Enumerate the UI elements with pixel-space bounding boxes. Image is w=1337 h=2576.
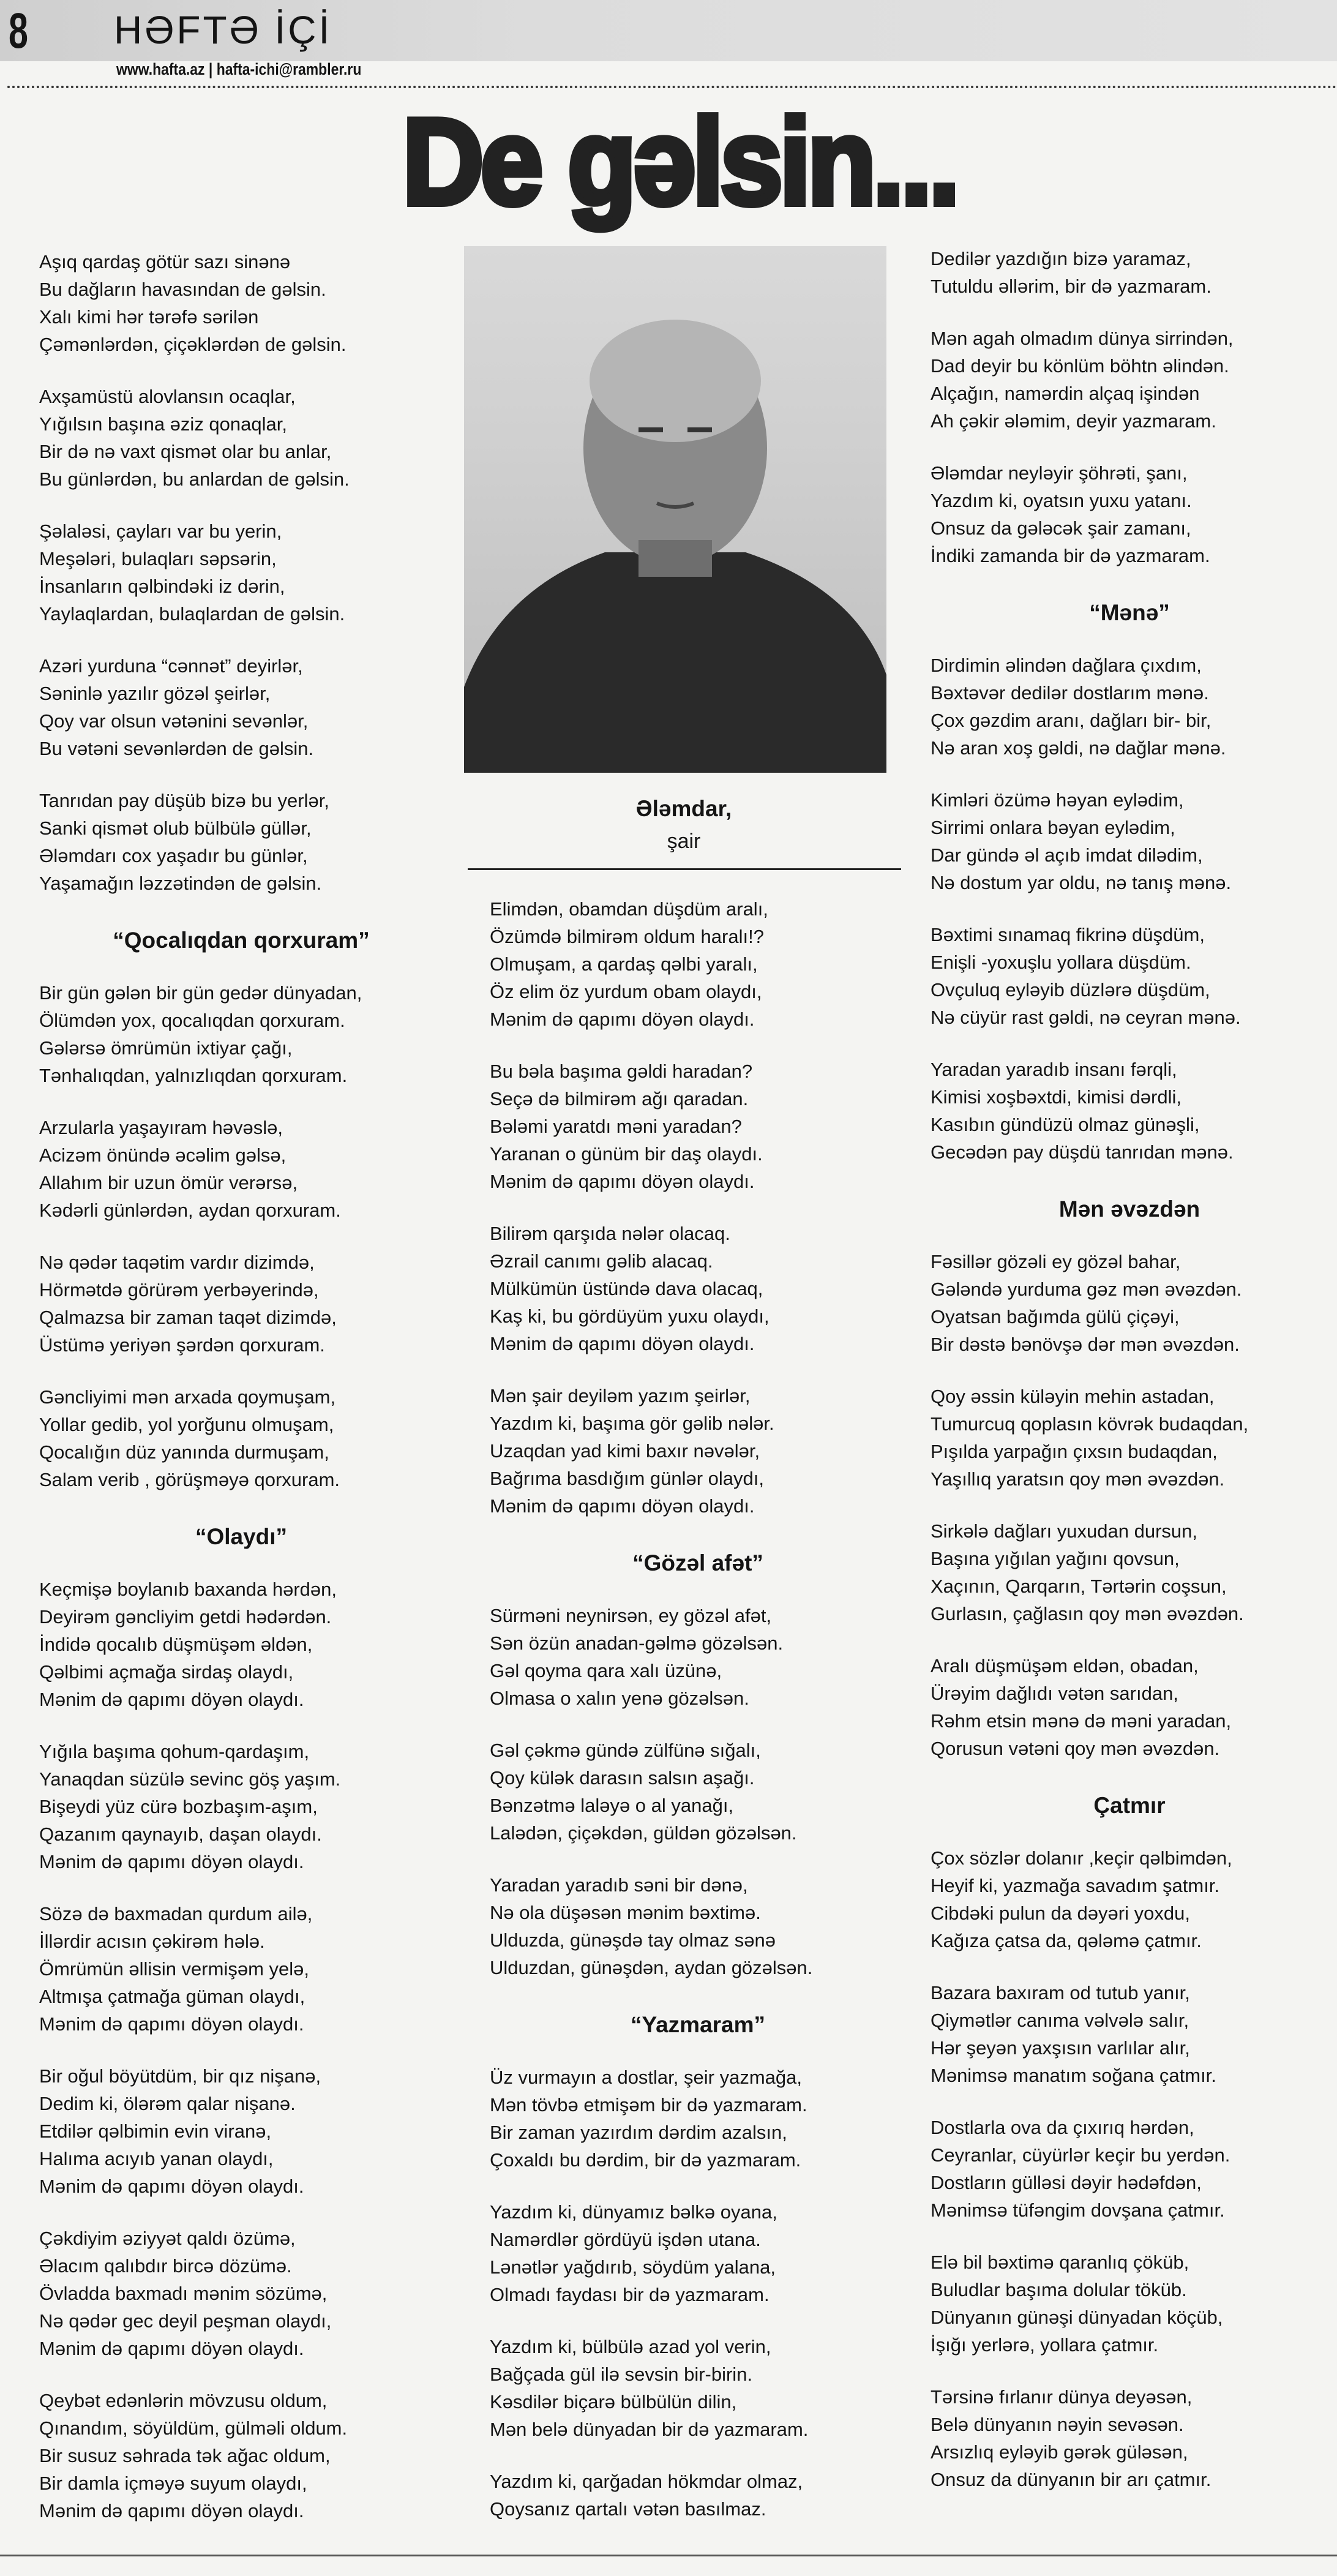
page-title: De gəlsin...: [402, 94, 957, 230]
poem-line: Kasıbın gündüzü olmaz günəşli,: [931, 1114, 1200, 1135]
bottom-divider: [0, 2555, 1337, 2556]
poem-line: Mənim də qapımı döyən olaydı.: [39, 1689, 304, 1710]
page-number: 8: [9, 3, 28, 59]
poem-stanza: [39, 979, 443, 1089]
poem-heading: Mən əvəzdən: [1058, 1196, 1200, 1222]
poem-line: Sən özün anadan-gəlmə gözəlsən.: [490, 1632, 784, 1654]
poem-line: Gurlasın, çağlasın qoy mən əvəzdən.: [931, 1603, 1244, 1624]
column-left: [39, 248, 443, 2549]
poem-line: Başına yığılan yağını qovsun,: [931, 1548, 1180, 1569]
poem-line: Nə qədər taqətim vardır dizimdə,: [39, 1252, 315, 1273]
poem-line: Aşıq qardaş götür sazı sinənə: [39, 251, 291, 272]
poem-line: Nə qədər gec deyil peşman olaydı,: [39, 2310, 332, 2332]
poem-line: Arzularla yaşayıram həvəslə,: [39, 1117, 283, 1138]
poem-heading: “Qocalıqdan qorxuram”: [113, 928, 370, 953]
poem-line: Qəlbimi açmağa sirdaş olaydı,: [39, 1661, 294, 1683]
poem-line: Mülkümün üstündə dava olacaq,: [490, 1278, 763, 1299]
poem-line: Bir oğul böyütdüm, bir qız nişanə,: [39, 2065, 321, 2087]
poem-line: Pışılda yarpağın çıxsın budaqdan,: [931, 1441, 1218, 1462]
poem-line: Dostların gülləsi dəyir hədəfdən,: [931, 2172, 1202, 2193]
poem-line: Lənətlər yağdırıb, söydüm yalana,: [490, 2256, 776, 2278]
poem-line: Dedilər yazdığın bizə yaramaz,: [931, 248, 1191, 269]
poem-line: Olmuşam, a qardaş qəlbi yaralı,: [490, 953, 758, 975]
poem-line: Bəxtəvər dedilər dostlarım mənə.: [931, 682, 1209, 704]
poem-line: Sirkələ dağları yuxudan dursun,: [931, 1520, 1197, 1542]
poem-stanza: [931, 1056, 1328, 1166]
poem-line: Sirrimi onlara bəyan eylədim,: [931, 817, 1175, 838]
poem-line: Meşələri, bulaqları səpsərin,: [39, 548, 277, 569]
poem-line: Halıma acıyıb yanan olaydı,: [39, 2148, 274, 2169]
column-right: [931, 245, 1328, 2518]
poem-line: Kimləri özümə həyan eylədim,: [931, 789, 1184, 811]
poem-line: Qocalığın düz yanında durmuşam,: [39, 1441, 329, 1463]
poem-stanza: [931, 245, 1328, 300]
poem-line: Qoy var olsun vətənini sevənlər,: [39, 710, 309, 732]
poem-line: Acizəm önündə əcəlim gəlsə,: [39, 1144, 286, 1166]
poem-line: Qazanım qaynayıb, daşan olaydı.: [39, 1823, 322, 1845]
poem-line: Yığılsın başına əziz qonaqlar,: [39, 413, 287, 435]
poem-line: Nə aran xoş gəldi, nə dağlar mənə.: [931, 737, 1226, 759]
poem-line: Ələmdar neyləyir şöhrəti, şanı,: [931, 462, 1188, 484]
poem-line: Qalmazsa bir zaman taqət dizimdə,: [39, 1307, 337, 1328]
poem-line: Ürəyim dağlıdı vətən sarıdan,: [931, 1683, 1178, 1704]
poem-line: Qoy külək darasın salsın aşağı.: [490, 1767, 755, 1789]
poem-stanza: [490, 2198, 906, 2308]
poem-line: Bağçada gül ilə sevsin bir-birin.: [490, 2364, 753, 2385]
poem-stanza: [931, 2248, 1328, 2359]
poem-line: Fəsillər gözəli ey gözəl bahar,: [931, 1251, 1181, 1272]
poem-line: Ələmdarı cox yaşadır bu günlər,: [39, 845, 308, 866]
poem-stanza: [39, 517, 443, 628]
poem-line: Dad deyir bu könlüm böhtn əlindən.: [931, 355, 1229, 377]
poem-line: Kaş ki, bu gördüyüm yuxu olaydı,: [490, 1305, 770, 1327]
poem-line: Sanki qismət olub bülbülə güllər,: [39, 817, 312, 839]
poem-line: Xaçının, Qarqarın, Tərtərin coşsun,: [931, 1575, 1227, 1597]
poem-line: Çəmənlərdən, çiçəklərdən de gəlsin.: [39, 334, 346, 355]
poem-stanza: [39, 1738, 443, 1876]
poem-stanza: [931, 1517, 1328, 1628]
poem-line: Arsızlıq eyləyib gərək güləsən,: [931, 2441, 1188, 2463]
poem-stanza: [931, 2114, 1328, 2224]
poem-line: Onsuz da dünyanın bir arı çatmır.: [931, 2469, 1212, 2490]
poem-line: Elə bil bəxtimə qaranlıq çöküb,: [931, 2251, 1189, 2273]
poem-line: Mənim də qapımı döyən olaydı.: [39, 2338, 304, 2359]
poem-line: Əzrail canımı gəlib alacaq.: [490, 1250, 713, 1272]
poem-line: İndidə qocalıb düşmüşəm əldən,: [39, 1634, 313, 1655]
poem-line: Tumurcuq qoplasın kövrək budaqdan,: [931, 1413, 1249, 1435]
poem-line: Yazdım ki, bülbülə azad yol verin,: [490, 2336, 771, 2357]
poem-line: Yaşıllıq yaratsın qoy mən əvəzdən.: [931, 1468, 1225, 1490]
poem-stanza: [490, 1382, 906, 1520]
poem-line: Heyif ki, yazmağa savadım şatmır.: [931, 1875, 1220, 1896]
poem-line: Tənhalıqdan, yalnızlıqdan qorxuram.: [39, 1065, 348, 1086]
poem-line: Olmasa o xalın yenə gözəlsən.: [490, 1688, 749, 1709]
poem-line: Sürməni neynirsən, ey gözəl afət,: [490, 1605, 772, 1626]
poem-line: Tərsinə fırlanır dünya deyəsən,: [931, 2386, 1193, 2408]
poem-line: Kağıza çatsa da, qələmə çatmır.: [931, 1930, 1202, 1951]
poem-line: Yığıla başıma qohum-qardaşım,: [39, 1741, 310, 1762]
poem-line: Yollar gedib, yol yorğunu olmuşam,: [39, 1414, 334, 1435]
poem-stanza: [490, 1220, 906, 1357]
poem-line: Yanaqdan süzülə sevinc göş yaşım.: [39, 1768, 341, 1790]
poem-line: Əlacım qalıbdır bircə dözümə.: [39, 2255, 292, 2277]
poem-stanza: [490, 1057, 906, 1195]
poem-line: Axşamüstü alovlansın ocaqlar,: [39, 386, 296, 407]
poem-stanza: [39, 652, 443, 762]
poem-stanza: [490, 2333, 906, 2443]
poem-line: Qoysanız qartalı vətən basılmaz.: [490, 2498, 766, 2520]
poem-line: Mənim də qapımı döyən olaydı.: [39, 1851, 304, 1872]
poem-line: Mən belə dünyadan bir də yazmaram.: [490, 2419, 809, 2440]
poem-line: Mənimsə tüfəngim dovşana çatmır.: [931, 2199, 1225, 2221]
poem-line: Azəri yurduna “cənnət” deyirlər,: [39, 655, 303, 677]
poem-stanza: [490, 895, 906, 1033]
poem-line: Bu dağların havasından de gəlsin.: [39, 279, 326, 300]
poem-stanza: [931, 1844, 1328, 1955]
poem-stanza: [39, 2062, 443, 2200]
poem-line: Gəl qoyma qara xalı üzünə,: [490, 1660, 722, 1681]
poem-stanza: [39, 1249, 443, 1359]
contact-line: www.hafta.az | hafta-ichi@rambler.ru: [116, 60, 362, 78]
poem-line: Mənim də qapımı döyən olaydı.: [490, 1008, 755, 1030]
poem-stanza: [39, 2387, 443, 2525]
poem-stanza: [931, 1652, 1328, 1762]
poem-line: Qorusun vətəni qoy mən əvəzdən.: [931, 1738, 1220, 1759]
poem-line: Deyirəm gəncliyim getdi hədərdən.: [39, 1606, 332, 1628]
poem-line: Mənim də qapımı döyən olaydı.: [490, 1495, 755, 1517]
poem-line: Üz vurmayın a dostlar, şeir yazmağa,: [490, 2067, 802, 2088]
poem-line: Gələndə yurduma gəz mən əvəzdən.: [931, 1279, 1242, 1300]
poem-line: Bir də nə vaxt qismət olar bu anlar,: [39, 441, 332, 462]
poem-stanza: [931, 2383, 1328, 2493]
poem-line: Mən agah olmadım dünya sirrindən,: [931, 328, 1234, 349]
poem-line: Etdilər qəlbimin evin viranə,: [39, 2120, 272, 2142]
poem-line: Dünyanın günəşi dünyadan köçüb,: [931, 2307, 1223, 2328]
poem-line: Ömrümün əllisin vermişəm yelə,: [39, 1958, 309, 1980]
poem-line: Kimisi xoşbəxtdi, kimisi dərdli,: [931, 1086, 1182, 1108]
poem-line: Mənim də qapımı döyən olaydı.: [39, 2013, 304, 2035]
poem-stanza: [39, 248, 443, 358]
poem-line: Ölümdən yox, qocalıqdan qorxuram.: [39, 1010, 345, 1031]
poem-line: Bişeydi yüz cürə bozbaşım-aşım,: [39, 1796, 318, 1817]
poem-stanza: [931, 921, 1328, 1031]
poem-line: Ah çəkir ələmim, deyir yazmaram.: [931, 410, 1216, 432]
poem-stanza: [490, 2468, 906, 2523]
poem-line: Seçə də bilmirəm ağı qaradan.: [490, 1088, 749, 1110]
poem-line: Yaylaqlardan, bulaqlardan de gəlsin.: [39, 603, 345, 625]
poem-line: Kəsdilər biçarə bülbülün dilin,: [490, 2391, 737, 2413]
poem-line: Kədərli günlərdən, aydan qorxuram.: [39, 1200, 341, 1221]
poem-stanza: [39, 1383, 443, 1493]
poem-stanza: [490, 2063, 906, 2174]
poem-line: Allahım bir uzun ömür verərsə,: [39, 1172, 298, 1193]
poem-line: Ulduzdan, günəşdən, aydan gözəlsən.: [490, 1957, 813, 1978]
poem-line: Çəkdiyim əziyyət qaldı özümə,: [39, 2228, 296, 2249]
poem-heading: “Olaydı”: [195, 1524, 288, 1549]
poem-line: Bələmi yaratdı məni yaradan?: [490, 1116, 742, 1137]
poem-line: Gecədən pay düşdü tanrıdan mənə.: [931, 1141, 1234, 1163]
poem-stanza: [39, 2225, 443, 2362]
poem-stanza: [931, 652, 1328, 762]
poem-stanza: [931, 1979, 1328, 2089]
poem-stanza: [39, 1114, 443, 1224]
poem-line: Uzaqdan yad kimi baxır nəvələr,: [490, 1440, 760, 1462]
poem-stanza: [931, 459, 1328, 569]
poem-line: Ovçuluq eyləyib düzlərə düşdüm,: [931, 979, 1210, 1001]
poem-line: Nə cüyür rast gəldi, nə ceyran mənə.: [931, 1007, 1241, 1028]
column-middle: [490, 895, 906, 2547]
poem-line: Alçağın, namərdin alçaq işindən: [931, 383, 1200, 404]
poem-line: Dostlarla ova da çıxırıq hərdən,: [931, 2117, 1194, 2138]
poem-heading: “Gözəl afət”: [632, 1550, 763, 1575]
poem-line: Üstümə yeriyən şərdən qorxuram.: [39, 1334, 325, 1356]
poem-line: Şəlaləsi, çayları var bu yerin,: [39, 520, 282, 542]
poem-line: İnsanların qəlbindəki iz dərin,: [39, 576, 285, 597]
poem-line: Bilirəm qarşıda nələr olacaq.: [490, 1223, 730, 1244]
poem-line: Qoy əssin küləyin mehin astadan,: [931, 1386, 1215, 1407]
poem-line: Bir damla içməyə suyum olaydı,: [39, 2473, 307, 2494]
poem-line: Çox sözlər dolanır ,keçir qəlbimdən,: [931, 1847, 1232, 1869]
poem-line: Salam verib , görüşməyə qorxuram.: [39, 1469, 340, 1490]
poem-line: Tanrıdan pay düşüb bizə bu yerlər,: [39, 790, 329, 811]
poem-line: Cibdəki pulun da dəyəri yoxdu,: [931, 1902, 1190, 1924]
poem-line: Bazara baxıram od tutub yanır,: [931, 1982, 1190, 2003]
poem-line: Bu vətəni sevənlərdən de gəlsin.: [39, 738, 314, 759]
poem-stanza: [931, 786, 1328, 896]
poem-line: Hörmətdə görürəm yerbəyerində,: [39, 1279, 319, 1301]
poem-line: Yazdım ki, qarğadan hökmdar olmaz,: [490, 2471, 803, 2492]
poem-stanza: [39, 1900, 443, 2038]
poem-stanza: [39, 383, 443, 493]
poem-line: Çoxaldı bu dərdim, bir də yazmaram.: [490, 2149, 801, 2171]
portrait-image: [464, 246, 886, 773]
poem-line: Səninlə yazılır gözəl şeirlər,: [39, 683, 271, 704]
poem-line: Bağrıma basdığım günlər olaydı,: [490, 1468, 765, 1489]
poem-line: Bir susuz səhrada tək ağac oldum,: [39, 2445, 331, 2466]
poem-line: Mənim də qapımı döyən olaydı.: [39, 2176, 304, 2197]
poem-stanza: [490, 1871, 906, 1981]
poem-heading: “Mənə”: [1089, 600, 1170, 625]
poem-line: Sözə də baxmadan qurdum ailə,: [39, 1903, 313, 1924]
poem-line: Olmadı faydası bir də yazmaram.: [490, 2284, 770, 2305]
poem-line: Qınandım, söyüldüm, gülməli oldum.: [39, 2417, 348, 2439]
poem-line: Rəhm etsin mənə də məni yaradan,: [931, 1710, 1232, 1732]
poem-line: Altmışa çatmağa güman olaydı,: [39, 1986, 305, 2007]
poem-line: Bu bəla başıma gəldi haradan?: [490, 1061, 753, 1082]
poem-line: İndiki zamanda bir də yazmaram.: [931, 545, 1210, 566]
poem-line: Bənzətmə laləyə o al yanağı,: [490, 1795, 734, 1816]
poem-line: Mənim də qapımı döyən olaydı.: [39, 2500, 304, 2522]
caption-divider: [468, 868, 901, 870]
poem-line: Hər şeyən yaxşısın varlılar alır,: [931, 2037, 1190, 2059]
poem-line: Mən şair deyiləm yazım şeirlər,: [490, 1385, 751, 1406]
poem-line: Mənimsə manatım soğana çatmır.: [931, 2065, 1216, 2086]
poem-line: Namərdlər gördüyü işdən utana.: [490, 2229, 761, 2250]
poem-stanza: [931, 325, 1328, 435]
poem-line: Enişli -yoxuşlu yollara düşdüm.: [931, 952, 1191, 973]
poem-line: İşığı yerlərə, yollara çatmır.: [931, 2334, 1159, 2356]
poem-line: Yaşamağın ləzzətindən de gəlsin.: [39, 873, 322, 894]
poem-line: Dar gündə əl açıb imdat dilədim,: [931, 844, 1203, 866]
author-photo: [464, 246, 886, 773]
poem-heading: Çatmır: [1093, 1793, 1166, 1818]
poem-line: Ulduzda, günəşdə tay olmaz sənə: [490, 1929, 776, 1951]
poem-line: Bir gün gələn bir gün gedər dünyadan,: [39, 982, 362, 1004]
poem-line: Dedim ki, ölərəm qalar nişanə.: [39, 2093, 296, 2114]
poem-stanza: [490, 1737, 906, 1847]
masthead-title: HƏFTƏ İÇİ: [114, 8, 332, 52]
poem-line: Belə dünyanın nəyin sevəsən.: [931, 2414, 1184, 2435]
poem-line: Qeybət edənlərin mövzusu oldum,: [39, 2390, 328, 2411]
poem-line: Qiymətlər canıma vəlvələ salır,: [931, 2010, 1189, 2031]
poem-line: Lalədən, çiçəkdən, güldən gözəlsən.: [490, 1822, 797, 1844]
poem-line: Ceyranlar, cüyürlər keçir bu yerdən.: [931, 2144, 1230, 2166]
poem-line: Tutuldu əllərim, bir də yazmaram.: [931, 276, 1212, 297]
photo-caption-name: Ələmdar,: [635, 796, 732, 821]
poem-line: Bəxtimi sınamaq fikrinə düşdüm,: [931, 924, 1205, 945]
poem-line: Bir dəstə bənövşə dər mən əvəzdən.: [931, 1334, 1240, 1355]
poem-line: Bu günlərdən, bu anlardan de gəlsin.: [39, 468, 350, 490]
poem-line: Gəl çəkmə gündə zülfünə sığalı,: [490, 1740, 761, 1761]
poem-line: Mənim də qapımı döyən olaydı.: [490, 1171, 755, 1192]
poem-stanza: [931, 1383, 1328, 1493]
poem-line: İllərdir acısın çəkirəm hələ.: [39, 1931, 265, 1952]
poem-stanza: [931, 1248, 1328, 1358]
poem-heading: “Yazmaram”: [630, 2012, 766, 2037]
poem-line: Yazdım ki, dünyamız bəlkə oyana,: [490, 2201, 777, 2223]
poem-line: Öz elim öz yurdum obam olaydı,: [490, 981, 762, 1002]
poem-line: Onsuz da gələcək şair zamanı,: [931, 517, 1191, 539]
poem-line: Yaradan yaradıb səni bir dənə,: [490, 1874, 748, 1896]
poem-line: Mən tövbə etmişəm bir də yazmaram.: [490, 2094, 807, 2116]
poem-line: Dirdimin əlindən dağlara çıxdım,: [931, 655, 1202, 676]
poem-line: Mənim də qapımı döyən olaydı.: [490, 1333, 755, 1354]
dotted-divider: [7, 86, 1337, 88]
poem-line: Yaradan yaradıb insanı fərqli,: [931, 1059, 1177, 1080]
poem-line: Özümdə bilmirəm oldum haralı!?: [490, 926, 764, 947]
poem-stanza: [490, 1602, 906, 1712]
poem-line: Gələrsə ömrümün ixtiyar çağı,: [39, 1037, 293, 1059]
poem-line: Xalı kimi hər tərəfə sərilən: [39, 306, 259, 328]
poem-line: Buludlar başıma dolular töküb.: [931, 2279, 1187, 2300]
poem-line: Övladda baxmadı mənim sözümə,: [39, 2283, 328, 2304]
poem-line: Oyatsan bağımda gülü çiçəyi,: [931, 1306, 1180, 1327]
poem-line: Çox gəzdim aranı, dağları bir- bir,: [931, 710, 1212, 731]
poem-line: Keçmişə boylanıb baxanda hərdən,: [39, 1579, 337, 1600]
poem-stanza: [39, 787, 443, 897]
poem-line: Elimdən, obamdan düşdüm aralı,: [490, 898, 768, 920]
poem-line: Yaranan o günüm bir daş olaydı.: [490, 1143, 763, 1165]
poem-line: Bir zaman yazırdım dərdim azalsın,: [490, 2122, 787, 2143]
poem-stanza: [39, 1575, 443, 1713]
poem-line: Yazdım ki, başıma gör gəlib nələr.: [490, 1413, 774, 1434]
poem-line: Nə dostum yar oldu, nə tanış mənə.: [931, 872, 1232, 893]
poem-line: Yazdım ki, oyatsın yuxu yatanı.: [931, 490, 1192, 511]
poem-line: Nə ola düşəsən mənim bəxtimə.: [490, 1902, 761, 1923]
photo-caption-role: şair: [667, 830, 701, 853]
poem-line: Gəncliyimi mən arxada qoymuşam,: [39, 1386, 336, 1408]
poem-line: Aralı düşmüşəm eldən, obadan,: [931, 1655, 1199, 1677]
